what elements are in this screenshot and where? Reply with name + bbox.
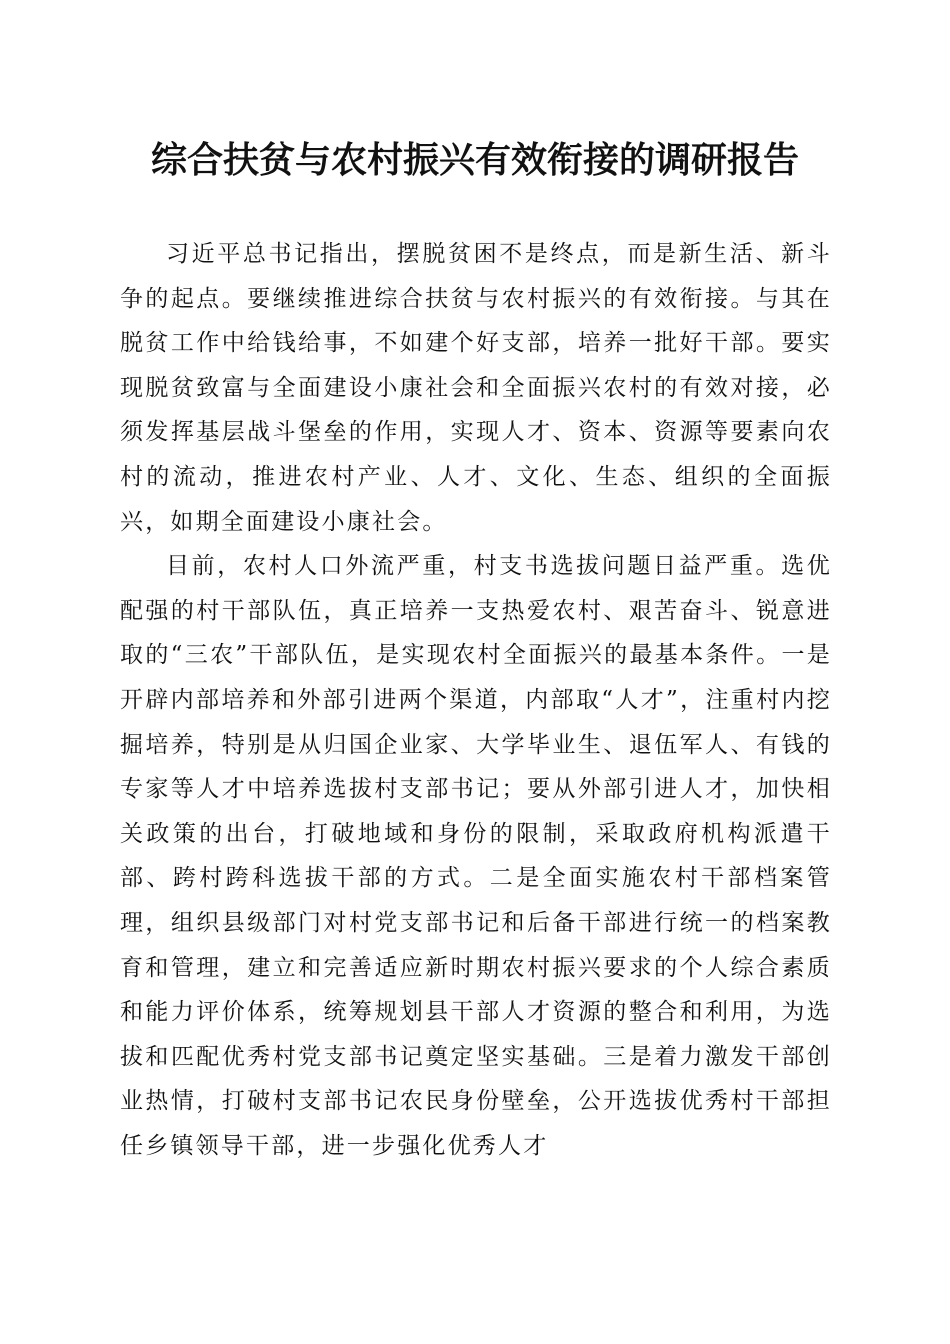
document-title: 综合扶贫与农村振兴有效衔接的调研报告 bbox=[150, 139, 799, 181]
document-body bbox=[120, 232, 832, 1168]
paragraph-1: 习近平总书记指出，摆脱贫困不是终点，而是新生活、新斗争的起点。要继续推进综合扶贫与农村振兴的有效衔接。与其在脱贫工作中给钱给事，不如建个好支部，培养一批好干部。要实现脱贫致富与全面建设小康社会和全面振兴农村的有效对接，必须发挥基层战斗堡垒的作用，实现人才、资本、资源等要素向农村的流动，推进农村产业、人才、文化、生态、组织的全面振兴，如期全面建设小康社会。 bbox=[120, 241, 832, 535]
paragraph-2: 目前，农村人口外流严重，村支书选拔问题日益严重。选优配强的村干部队伍，真正培养一支热爱农村、艰苦奋斗、锐意进取的“三农”干部队伍，是实现农村全面振兴的最基本条件。一是开辟内部培养和外部引进两个渠道，内部取“人才”，注重村内挖掘培养，特别是从归国企业家、大学毕业生、退伍军人、有钱的专家等人才中培养选拔村支部书记；要从外部引进人才，加快相关政策的出台，打破地域和身份的限制，采取政府机构派遣干部、跨村跨科选拔干部的方式。二是全面实施农村干部档案管理，组织县级部门对村党支部书记和后备干部进行统一的档案教育和管理，建立和完善适应新时期农村振兴要求的个人综合素质和能力评价体系，统筹规划县干部人才资源的整合和利用，为选拔和匹配优秀村党支部书记奠定坚实基础。三是着力激发干部创业热情，打破村支部书记农民身份壁垒，公开选拔优秀村干部担任乡镇领导干部，进一步强化优秀人才 bbox=[120, 553, 832, 1159]
